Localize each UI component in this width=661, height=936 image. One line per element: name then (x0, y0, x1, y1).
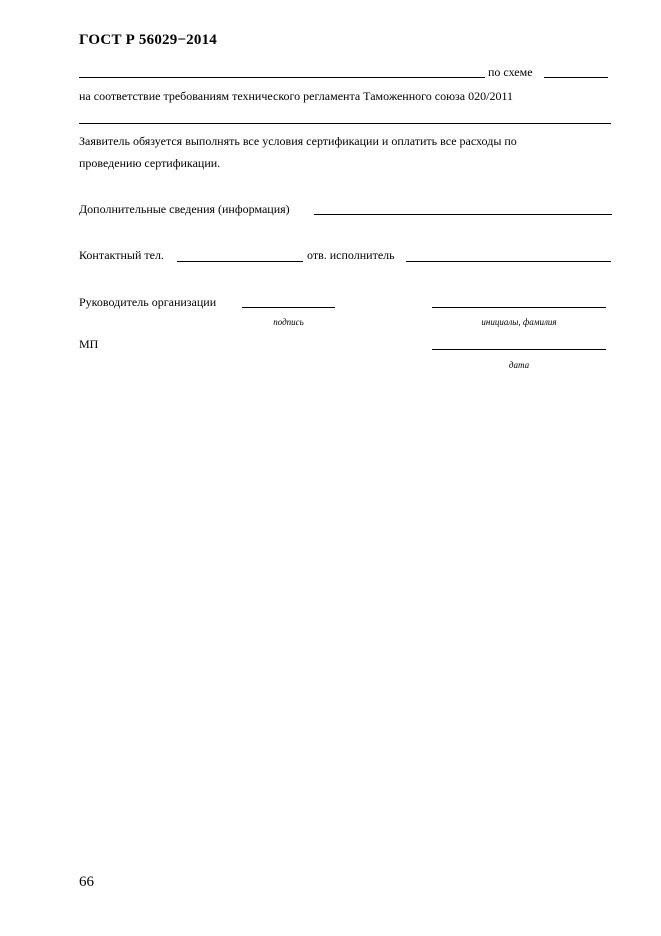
contact-phone-label: Контактный тел. (79, 248, 164, 262)
responsible-person-label: отв. исполнитель (307, 248, 395, 262)
responsible-person-field[interactable] (406, 261, 611, 262)
signature-caption: подпись (273, 317, 304, 327)
initials-surname-field[interactable] (432, 307, 606, 308)
certification-object-field[interactable] (79, 77, 485, 78)
initials-surname-caption: инициалы, фамилия (481, 317, 557, 327)
signature-field[interactable] (242, 307, 335, 308)
head-of-organization-label: Руководитель организации (79, 295, 217, 309)
additional-info-field[interactable] (314, 214, 612, 215)
scheme-field[interactable] (544, 77, 608, 78)
date-field[interactable] (432, 349, 606, 350)
obligation-text-line-2: проведению сертификации. (79, 156, 221, 170)
obligation-text-line-1: Заявитель обязуется выполнять все условия сертификации и оплатить все расходы по (79, 134, 517, 148)
compliance-detail-field[interactable] (79, 123, 611, 124)
compliance-text: на соответствие требованиям технического регламента Таможенного союза 020/2011 (79, 89, 513, 103)
additional-info-label: Дополнительные сведения (информация) (79, 202, 290, 216)
scheme-label: по схеме (488, 65, 533, 79)
contact-phone-field[interactable] (177, 261, 303, 262)
document-header: ГОСТ Р 56029−2014 (79, 32, 217, 48)
page-number: 66 (79, 874, 94, 890)
stamp-label: МП (79, 337, 99, 351)
date-caption: дата (508, 360, 530, 370)
